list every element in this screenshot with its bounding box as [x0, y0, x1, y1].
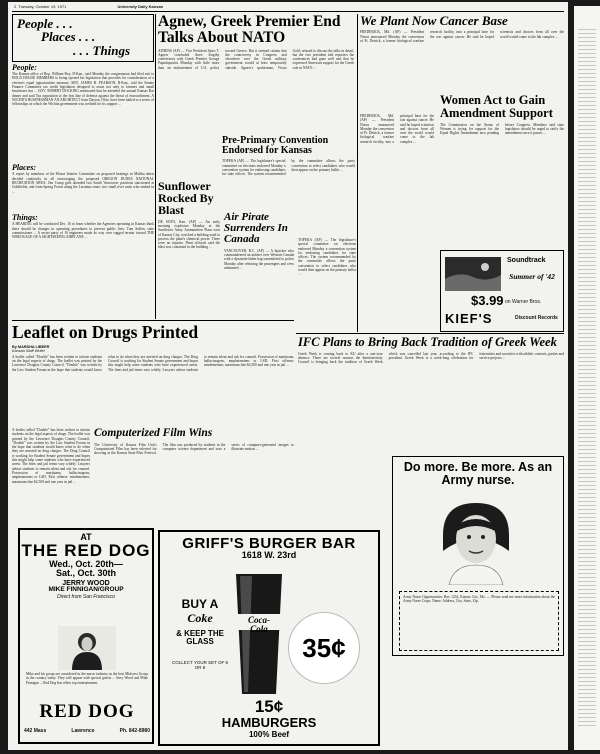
- airpirate-headline: Air Pirate Surrenders In Canada: [224, 211, 288, 246]
- red-dog-act-2: MIKE FINNIGAN/GROUP: [48, 585, 124, 593]
- kief-summer: Summer of '42: [509, 272, 555, 281]
- red-dog-ad: [18, 528, 154, 744]
- performer-photo: [58, 626, 116, 670]
- things-section-label: Things:: [12, 213, 38, 223]
- coca-cola-script: Coca-Cola: [248, 615, 270, 635]
- leaflet-headline: Leaflet on Drugs Printed: [12, 322, 199, 342]
- cancer-continued-text: FREDERICK, Md. (AP) — President Nixon announced Monday the conversion of Ft. Detrick, a former biological warfare research facility, into a principal base for the war against cancer. He said he hoped scientists and doctors from all over the world would come to the lab complex ...: [360, 114, 434, 144]
- hamburgers-label: HAMBURGERS: [221, 715, 317, 730]
- primary-story-text: TOPEKA (AP) — The legislature's special committee on elections endorsed Monday a convention system for endorsing candidates for state offices. The system recommended by the committee allows the party convention to select candidates who would then appear on the primary ballot ...: [222, 159, 355, 177]
- griffs-address: 1618 W. 23rd: [241, 550, 297, 561]
- nurse-photo: [433, 495, 519, 585]
- date-line: Tuesday, October 19, 1971: [18, 4, 67, 9]
- cancer-headline: We Plant Now Cancer Base: [360, 13, 508, 28]
- griffs-keep-glass: & KEEP THE GLASS: [176, 629, 224, 647]
- ifc-headline: IFC Plans to Bring Back Tradition of Greek Week: [298, 335, 557, 349]
- page-number: 2: [14, 4, 17, 9]
- airpirate-story: [224, 212, 294, 332]
- primary-continued-text: TOPEKA (AP) — The legislature's special committee on elections endorsed Monday a convention system for endorsing candidates for state offices. The system recommended by the committee allows the party convention to select candidates who would then appear on the primary ballot ...: [298, 238, 356, 277]
- amendment-story: [440, 94, 564, 244]
- griffs-title: GRIFF'S BURGER BAR: [182, 535, 356, 552]
- lead-story-text: ATHENS (AP) — Vice President Spiro T. Agnew concluded three lengthy conferences with Greek Premier George Papadopoulos Monday with little more than an endorsement of U.S. policy toward Greece. But it seemed certain that the controversy in Congress and elsewhere over the Greek military government would at least temporarily subside. Agnew's spokesman, Victor Gold, refused to discuss the talks in detail, but the vice president told reporters the conferences had gone well and that he expressed American support for the Greek role in NATO ...: [158, 48, 354, 70]
- army-nurse-ad: [392, 456, 564, 656]
- amendment-story-text: The Commission on the Status of Women is trying for support for the Equal Rights Amendment now pending before Congress. Members said state legislators should be urged to ratify the amendment once it passes ...: [440, 122, 564, 136]
- red-dog-blurb: Mike and his group are considered in the music industry as the best Midwest Group in the country today. They will appear with special guests ... Jerry Wood and Mike Finnigan ... Red Dog Inn offers top entertainment.: [26, 672, 148, 685]
- things-section-text: A HEARING will be conducted Dec. 16 to learn whether the Agencies operating in Kansas think there should be changes in operating procedures to prevent public fires. Tom Saffen, state commissioner ... A secret party of 10 engineers made its way over rugged terrain toward THE WRECKAGE OF A SIGHTSEEING AIRPLANE ...: [12, 222, 154, 240]
- paper-name: University Daily Kansan: [117, 4, 164, 9]
- lead-headline: Agnew, Greek Premier End Talks About NATO: [158, 13, 341, 46]
- people-places-things-column: [12, 14, 154, 319]
- people-section-text: The Kansas office of Rep. William Roy, D-Kan., said Monday the congressman had filed suit to HOLD HOUSE MEMBERS to being opened his legislation that provides for consideration of a veteran's equal opportunities measure. SEN. JAMES B. PEARSON, R-Kan., told the Senate Finance Committee tax credit legislation designed to assist not only to farmers and small businesses but ... GOV. ROBERT DOCKING mentioned that he attended the annual Kansas Bar dinner and said Tax opposition to the first line of defense against the threat of encroachment. A WICHITA BUSINESSMAN AN ARCHITECT from Dayton, Ohio, have been hailed to a series of fellowships in which the Wichita government was credited for its support ...: [12, 72, 154, 107]
- red-dog-origin: Direct from San Francisco: [57, 593, 115, 600]
- places-section-text: A report by members of the House Interior Committee on proposed hearings in Malibu about decided cautiously in all encouraging the proposed OREGON DUNES NATIONAL RECREATION AREA. Our Camp girls attended two South Vancouver positions sanctioned at Goldfields, and from Spring Forest along the Lacamas route; two small river units who ranked in ...: [12, 172, 154, 194]
- coke-glass-image: [232, 570, 286, 698]
- column-rule: [357, 14, 358, 332]
- sunflower-story-text: DE SOTO, Kan. (AP) — An early morning explosion Monday at the Sunflower Army Ammunition Plant west of Kansas City, wrecked a building used to process the plant's chemical power. There were no injuries. Plant officials said the blast was contained in the building ...: [158, 219, 220, 250]
- people-title: People . . .: [17, 16, 73, 31]
- album-art-icon: [445, 257, 501, 291]
- places-title: Places . . .: [41, 29, 96, 45]
- griffs-ad: [158, 530, 380, 746]
- computer-film-headline: Computerized Film Wins: [94, 427, 213, 439]
- red-dog-at: AT: [80, 532, 92, 542]
- red-dog-act-1: JERRY WOOD: [62, 579, 110, 587]
- next-page-text-edge: [578, 26, 596, 726]
- griffs-buy: BUY A: [181, 597, 219, 611]
- ifc-story-text: Greek Week is coming back to KU after a one-year absence. There are several reasons the Interfraternity Council is bringing back the tradition of Greek Week which was cancelled last year, according to the IFC president. Greek Week is a week-long celebration for fraternities and sororities with athletic contests, parties and service projects ...: [298, 351, 564, 365]
- red-dog-city: Lawrence: [71, 728, 95, 734]
- header-rule: [12, 11, 564, 12]
- red-dog-dates-1: Wed., Oct. 20th—: [49, 558, 123, 569]
- kief-label: on Warner Bros.: [505, 299, 542, 305]
- computer-film-story: [94, 428, 294, 524]
- kief-discount: Discount Records: [515, 315, 558, 321]
- army-headline: Do more. Be more. As an Army nurse.: [403, 460, 553, 487]
- red-dog-dates-2: Sat., Oct. 30th: [55, 567, 117, 578]
- leaflet-story: [12, 324, 294, 424]
- primary-headline: Pre-Primary Convention Endorsed for Kansas: [222, 135, 329, 157]
- things-title: . . . Things: [73, 42, 131, 58]
- leaflet-byline-role: Kansan Staff Writer: [12, 348, 45, 353]
- red-dog-contact: [24, 728, 150, 734]
- page-header: [14, 4, 163, 9]
- kief-price: $3.99: [471, 293, 504, 308]
- sunflower-story: [158, 180, 220, 320]
- kief-ad: [440, 250, 564, 332]
- computer-film-text: The University of Kansas Film Unit's Computerized Film has been selected for showing at the Kansas State Film Festival. The film was produced by students in the computer science department and uses a series of computer-generated images to illustrate motion ...: [94, 442, 294, 456]
- coke-price: 35¢: [302, 632, 346, 663]
- red-dog-logo: RED DOG: [39, 701, 135, 722]
- price-circle: [288, 612, 360, 684]
- cancer-story-text: FREDERICK, Md. (AP) — President Nixon announced Monday the conversion of Ft. Detrick, a former biological warfare research facility, into a principal base for the war against cancer. He said he hoped scientists and doctors from all over the world would come to the lab complex ...: [360, 30, 564, 43]
- leaflet-story-text: A leaflet called "Double" has been written to inform students on the legal aspects of drugs. The leaflet was printed by the Lawrence Douglas County Council. "Double" was written by the Law Student Forum in the hope that students would know what to do when they are arrested on drug charges. The Drug Council is working for Student Senate government and hopes this might help some students who have experienced arrest. The fines and jail terms vary widely. Lawyers advise students to remain silent and ask for counsel. Possession of marijuana, hallucinogens, amphetamines or LSD, First offense: misdemeanor, maximum fine $2,500 and one year in jail ...: [12, 354, 294, 372]
- performer-icon: [58, 626, 116, 670]
- section-rule: [296, 333, 564, 334]
- people-section-label: People:: [12, 63, 37, 72]
- leaflet-byline-name: By MARSHA LIBEER: [12, 344, 50, 349]
- sunflower-headline: Sunflower Rocked By Blast: [158, 179, 214, 218]
- next-page-edge: [574, 6, 600, 750]
- airpirate-story-text: VANCOUVER, B.C. (AP) — A hijacker who commandeered an airliner over Western Canada with a dynamite-laden bag surrendered to police Monday after releasing the passengers and crew unharmed ...: [224, 248, 294, 270]
- newspaper-sheet: [8, 2, 568, 750]
- people-title-box: [12, 14, 154, 62]
- griffs-collect: COLLECT YOUR SET OF 6 OR 8: [171, 660, 229, 670]
- red-dog-title: THE RED DOG: [21, 541, 151, 561]
- griffs-coke: Coke: [187, 611, 213, 625]
- kief-store-name: KIEF'S: [445, 311, 493, 326]
- army-coupon[interactable]: Army Nurse Opportunities, Box 1234, Kansas City, Mo. — Please send me more information about the Army Nurse Corps. Name, Address, City, State, Zip.: [399, 591, 559, 651]
- kief-soundtrack: Soundtrack: [507, 257, 546, 264]
- hamburger-price: 15¢: [254, 697, 284, 716]
- nurse-portrait-icon: [433, 495, 519, 585]
- red-dog-address: 442 Mass: [24, 728, 47, 734]
- album-photo: [445, 257, 501, 291]
- beef-label: 100% Beef: [248, 730, 290, 739]
- ifc-story: [298, 336, 564, 454]
- red-dog-phone: Ph. 842-8980: [119, 728, 150, 734]
- column-rule: [155, 14, 156, 319]
- leaflet-continued-text: A leaflet called "Double" has been written to inform students on the legal aspects of drugs. The leaflet was printed by the Lawrence Douglas County Council. "Double" was written by the Law Student Forum in the hope that students would know what to do when they are arrested on drug charges. The Drug Council is working for Student Senate government and hopes this might help some students who have experienced arrest. The fines and jail terms vary widely. Lawyers advise students to remain silent and ask for counsel. Possession of marijuana, hallucinogens, amphetamines or LSD, First offense: misdemeanor, maximum fine $2,500 and one year in jail ...: [12, 428, 90, 484]
- places-section-label: Places:: [12, 163, 36, 173]
- amendment-headline: Women Act to Gain Amendment Support: [440, 93, 553, 120]
- section-rule: [12, 320, 294, 321]
